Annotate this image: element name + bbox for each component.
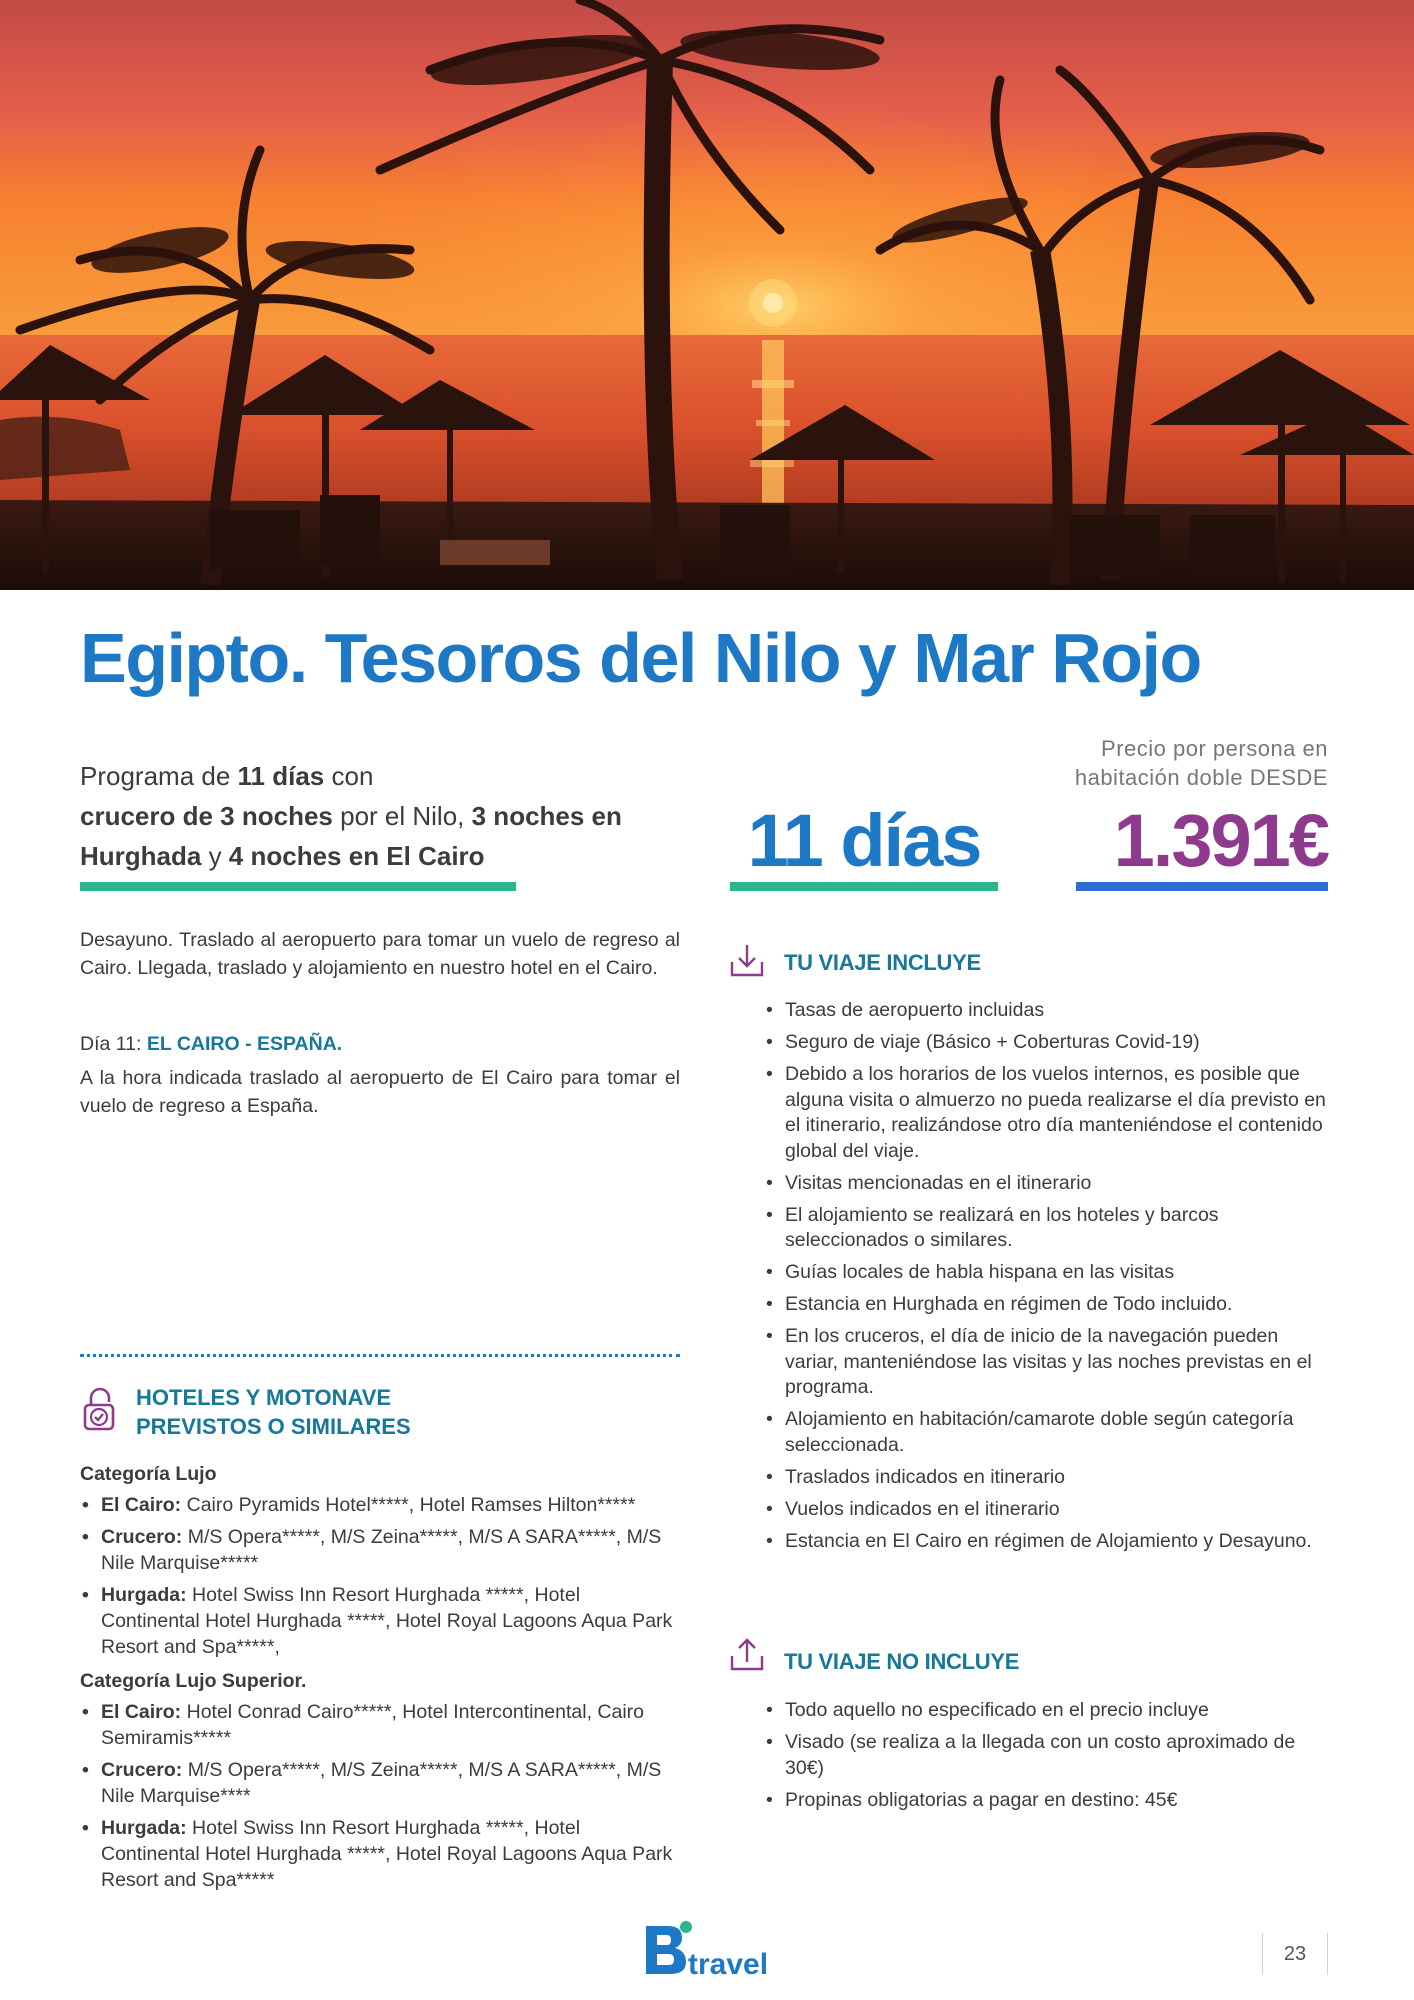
hotel-location: Crucero:	[101, 1759, 183, 1781]
download-tray-icon	[728, 942, 766, 980]
includes-title: TU VIAJE INCLUYE	[784, 950, 981, 975]
day-route: EL CAIRO - ESPAÑA.	[146, 1033, 343, 1055]
hotel-location: Crucero:	[101, 1526, 183, 1548]
list-item: • Propinas obligatorias a pagar en destino: 45€	[764, 1788, 1334, 1814]
itinerary-day11-text: A la hora indicada traslado al aeropuerto de El Cairo para tomar el vuelo de regreso a España.	[80, 1067, 680, 1117]
duration-underline	[730, 882, 998, 891]
hotel-location: El Cairo:	[101, 1494, 182, 1516]
intro-bold: 4 noches en El Cairo	[228, 841, 485, 871]
intro-bold: crucero de 3 noches	[80, 801, 333, 831]
hotels-section-title	[136, 1383, 411, 1441]
program-intro	[80, 756, 680, 876]
price-label-line: habitación doble DESDE	[1074, 765, 1328, 790]
excludes-title: TU VIAJE NO INCLUYE	[784, 1649, 1020, 1674]
intro-bold: 11 días	[237, 761, 325, 791]
list-item: • En los cruceros, el día de inicio de la navegación pueden variar, manteniéndose las visitas y las noches previstas en el programa.	[764, 1324, 1334, 1401]
hotel-location: Hurgada:	[101, 1817, 187, 1839]
list-item	[80, 1699, 680, 1751]
category-lujo-list	[80, 1492, 680, 1666]
list-item: • Tasas de aeropuerto incluidas	[764, 998, 1334, 1024]
hotel-names: Hotel Swiss Inn Resort Hurghada *****, Hotel Continental Hotel Hurghada *****, Hotel Royal Lagoons Aqua Park Resort and Spa*****	[101, 1817, 673, 1891]
list-item	[80, 1582, 680, 1660]
list-item: • Guías locales de habla hispana en las visitas	[764, 1260, 1334, 1286]
section-divider	[80, 1354, 680, 1357]
list-item: • Visado (se realiza a la llegada con un costo aproximado de 30€)	[764, 1730, 1334, 1781]
list-item: • El alojamiento se realizará en los hoteles y barcos seleccionados o similares.	[764, 1203, 1334, 1254]
list-item	[80, 1757, 680, 1809]
day-label: Día 11:	[80, 1033, 147, 1055]
upload-tray-icon	[728, 1636, 766, 1674]
hotels-title-line: HOTELES Y MOTONAVE	[136, 1385, 392, 1410]
list-item	[80, 1524, 680, 1576]
list-item: • Vuelos indicados en el itinerario	[764, 1497, 1334, 1523]
page-title: Egipto. Tesoros del Nilo y Mar Rojo	[80, 619, 1201, 697]
category-title: Categoría Lujo Superior.	[80, 1670, 307, 1692]
sunset-palm-beach-photo	[0, 0, 1414, 590]
hotel-location: Hurgada:	[101, 1584, 187, 1606]
lock-check-icon	[80, 1385, 120, 1433]
hotel-names: Cairo Pyramids Hotel*****, Hotel Ramses Hilton*****	[181, 1494, 636, 1516]
hotels-title-line: PREVISTOS O SIMILARES	[136, 1414, 411, 1439]
hotel-location: El Cairo:	[101, 1701, 182, 1723]
list-item: • Estancia en Hurghada en régimen de Todo incluido.	[764, 1292, 1334, 1318]
hotel-names: M/S Opera*****, M/S Zeina*****, M/S A SARA*****, M/S Nile Marquise****	[101, 1759, 662, 1807]
itinerary-day11-heading	[80, 1033, 342, 1056]
list-item	[80, 1492, 680, 1518]
hotel-names: Hotel Conrad Cairo*****, Hotel Intercontinental, Cairo Semiramis*****	[101, 1701, 645, 1749]
includes-list	[764, 998, 1334, 1561]
price-label	[1030, 734, 1328, 792]
page-number: 23	[1262, 1933, 1328, 1975]
excludes-list	[764, 1698, 1334, 1820]
intro-text: Programa de	[80, 761, 238, 791]
category-title: Categoría Lujo	[80, 1463, 217, 1485]
intro-text: y	[201, 841, 229, 871]
hotel-names: Hotel Swiss Inn Resort Hurghada *****, Hotel Continental Hotel Hurghada *****, Hotel Royal Lagoons Aqua Park Resort and Spa*****,	[101, 1584, 673, 1658]
btravel-logo	[642, 1918, 772, 1978]
intro-text: con	[324, 761, 374, 791]
price-label-line: Precio por persona en	[1101, 736, 1328, 761]
intro-bold: 3 noches en	[471, 801, 622, 831]
logo-text: travel	[688, 1948, 769, 1978]
list-item: • Debido a los horarios de los vuelos internos, es posible que alguna visita o almuerzo no pueda realizarse el día previsto en el itinerario, realizándose otro día manteniéndose el contenido global del viaje.	[764, 1062, 1334, 1164]
category-lujo-superior-list	[80, 1699, 680, 1899]
intro-text: por el Nilo,	[332, 801, 472, 831]
list-item	[80, 1815, 680, 1893]
itinerary-day10-text: Desayuno. Traslado al aeropuerto para tomar un vuelo de regreso al Cairo. Llegada, traslado y alojamiento en nuestro hotel en el Cairo.	[80, 929, 680, 979]
list-item: • Seguro de viaje (Básico + Coberturas Covid-19)	[764, 1030, 1334, 1056]
hero-image	[0, 0, 1414, 590]
list-item: • Traslados indicados en itinerario	[764, 1465, 1334, 1491]
list-item: • Todo aquello no especificado en el precio incluye	[764, 1698, 1334, 1724]
list-item: • Estancia en El Cairo en régimen de Alojamiento y Desayuno.	[764, 1529, 1334, 1555]
price-underline	[1076, 882, 1328, 891]
hotel-names: M/S Opera*****, M/S Zeina*****, M/S A SARA*****, M/S Nile Marquise*****	[101, 1526, 662, 1574]
price: 1.391€	[1113, 799, 1328, 882]
list-item: • Alojamiento en habitación/camarote doble según categoría seleccionada.	[764, 1407, 1334, 1458]
intro-underline	[80, 882, 516, 891]
trip-duration: 11 días	[747, 799, 981, 882]
list-item: • Visitas mencionadas en el itinerario	[764, 1171, 1334, 1197]
intro-bold: Hurghada	[80, 841, 202, 871]
